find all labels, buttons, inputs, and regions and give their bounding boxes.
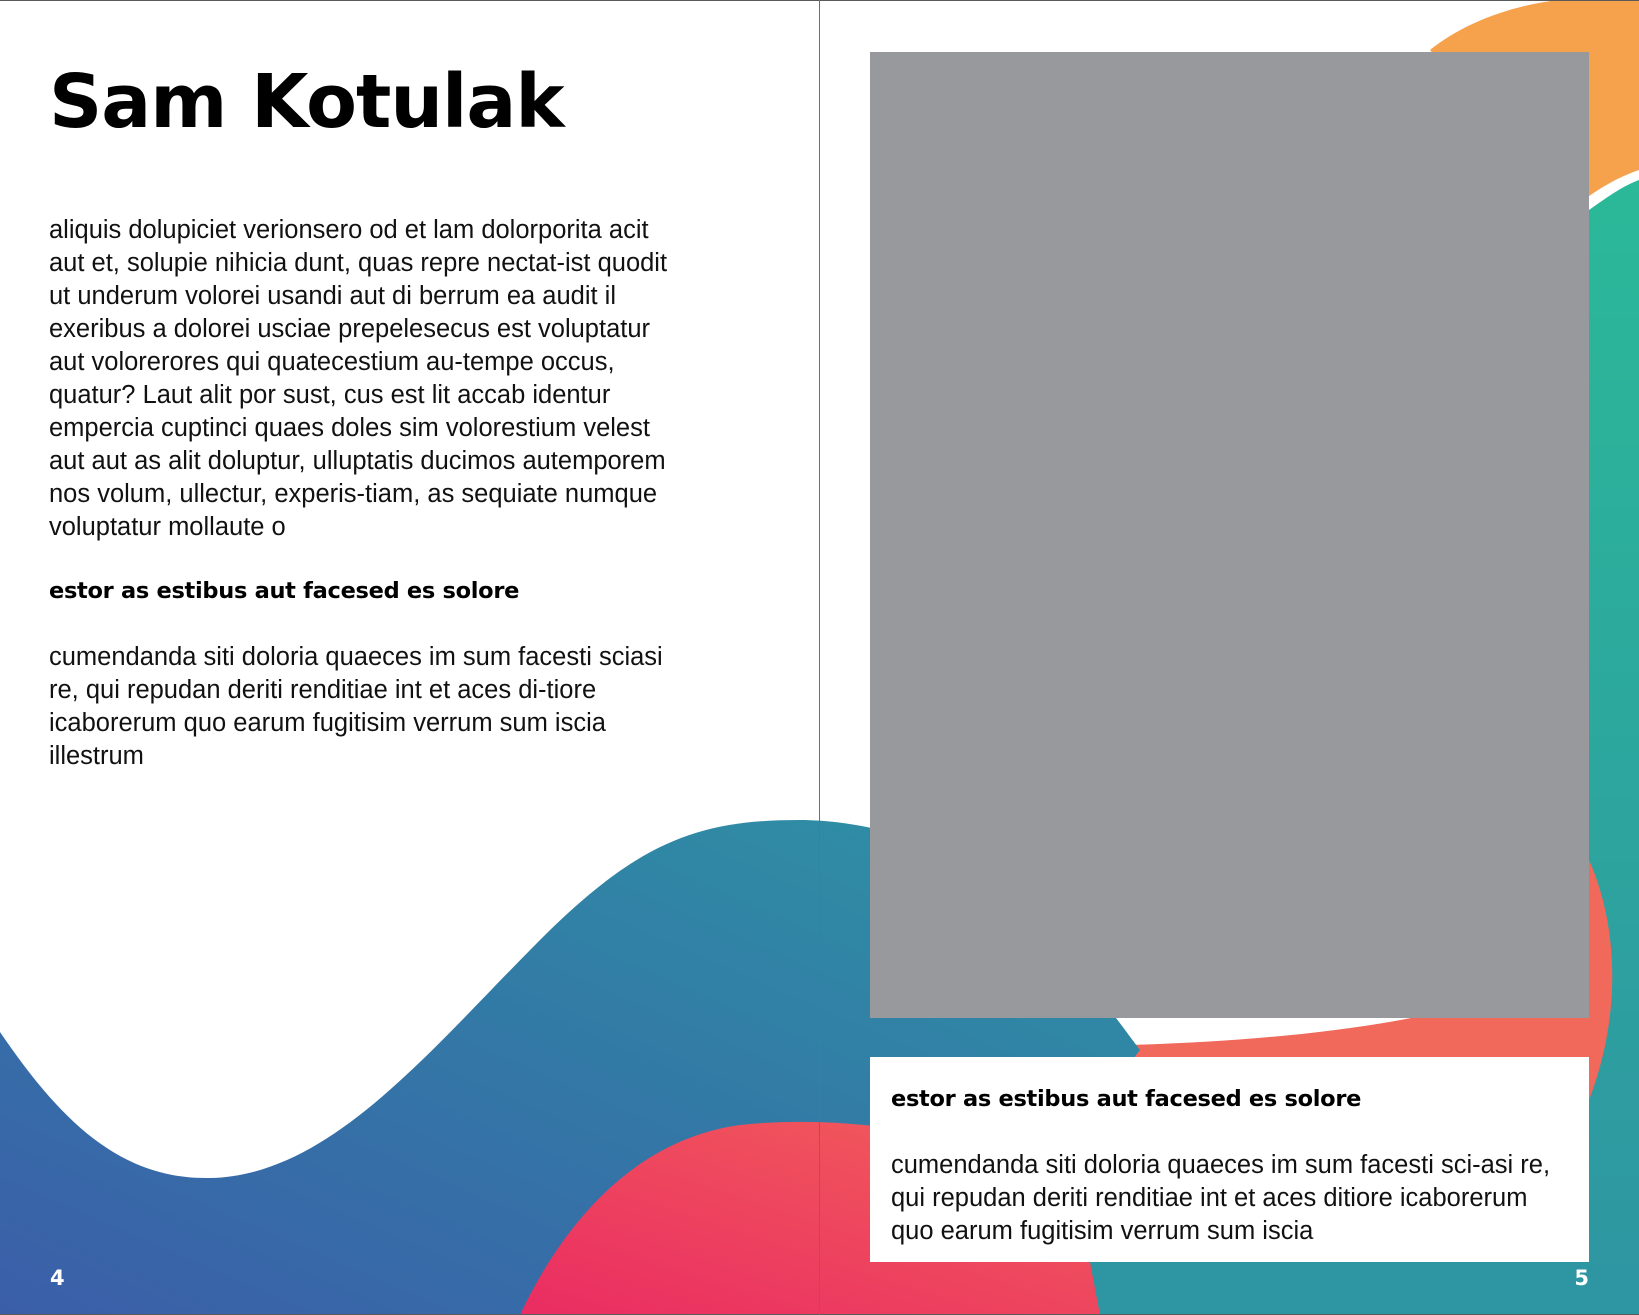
caption-paragraph: cumendanda siti doloria quaeces im sum facesti sci-asi re, qui repudan deriti renditiae int et aces ditiore icaborerum quo earum fugitisim verrum sum iscia [891, 1151, 1551, 1245]
page-title: Sam Kotulak [49, 59, 564, 145]
page-number-right: 5 [1574, 1266, 1589, 1290]
body-paragraph: cumendanda siti doloria quaeces im sum facesti sciasi re, qui repudan deriti renditiae int et aces di-tiore icaborerum quo earum fugitisim verrum sum iscia illestrum [49, 643, 663, 770]
caption-subheading: estor as estibus aut facesed es solore [891, 1086, 1362, 1112]
image-placeholder [870, 52, 1589, 1018]
gutter-divider [819, 0, 820, 1315]
intro-paragraph: aliquis dolupiciet verionsero od et lam dolorporita acit aut et, solupie nihicia dunt, quas repre nectat-ist quodit ut underum volorei usandi aut di berrum ea audit il exeribus a dolorei usciae prepelesecus est voluptatur aut volorerores qui quatecestium au-tempe occus, quatur? Laut alit por sust, cus est lit accab identur empercia cuptinci quaes doles sim volorestium velest aut aut as alit doluptur, ulluptatis ducimos autemporem nos volum, ullectur, experis-tiam, as sequiate numque voluptatur mollaute o [49, 216, 668, 541]
caption-box [870, 1057, 1589, 1262]
page-number-left: 4 [50, 1266, 65, 1290]
section-subheading: estor as estibus aut facesed es solore [49, 578, 520, 604]
teal-blob-bottom [1090, 1262, 1639, 1315]
